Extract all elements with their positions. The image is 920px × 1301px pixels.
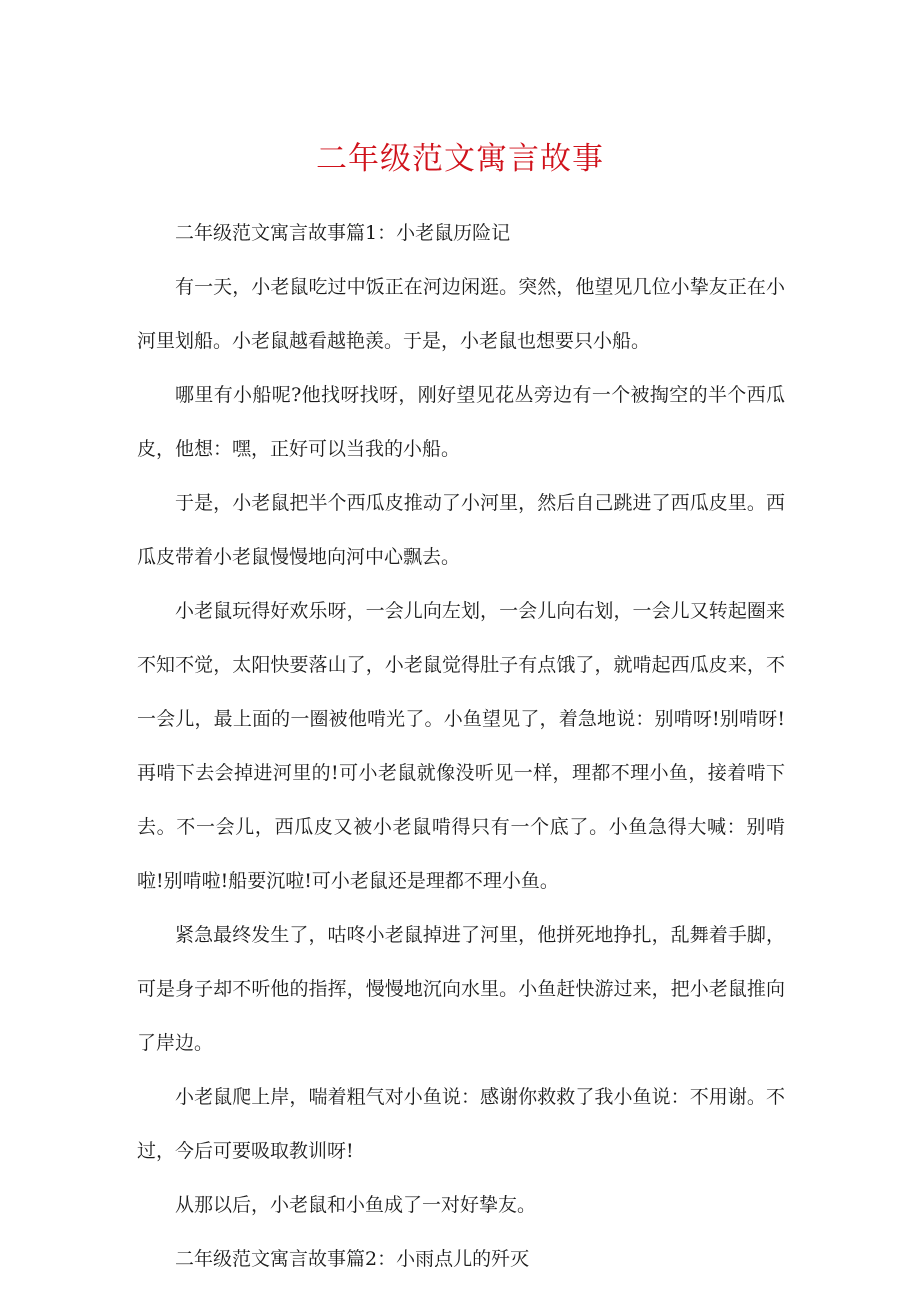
paragraph: 小老鼠爬上岸，喘着粗气对小鱼说：感谢你救救了我小鱼说：不用谢。不过，今后可要吸取教训呀! xyxy=(137,1086,785,1162)
paragraph: 从那以后，小老鼠和小鱼成了一对好挚友。 xyxy=(175,1194,537,1216)
section-heading-1: 二年级范文寓言故事篇1：小老鼠历险记 xyxy=(175,222,511,244)
paragraph: 小老鼠玩得好欢乐呀，一会儿向左划，一会儿向右划，一会儿又转起圈来不知不觉，太阳快要落山了，小老鼠觉得肚子有点饿了，就啃起西瓜皮来，不一会儿，最上面的一圈被他啃光了。小鱼望见了，着急地说：别啃呀!别啃呀!再啃下去会掉进河里的!可小老鼠就像没听见一样，理都不理小鱼，接着啃下去。不一会儿，西瓜皮又被小老鼠啃得只有一个底了。小鱼急得大喊：别啃啦!别啃啦!船要沉啦!可小老鼠还是理都不理小鱼。 xyxy=(137,600,785,892)
section-heading-2: 二年级范文寓言故事篇2：小雨点儿的歼灭 xyxy=(175,1248,530,1270)
paragraph: 紧急最终发生了，咕咚小老鼠掉进了河里，他拼死地挣扎，乱舞着手脚，可是身子却不听他的指挥，慢慢地沉向水里。小鱼赶快游过来，把小老鼠推向了岸边。 xyxy=(137,924,785,1054)
paragraph: 于是，小老鼠把半个西瓜皮推动了小河里，然后自己跳进了西瓜皮里。西瓜皮带着小老鼠慢慢地向河中心飘去。 xyxy=(137,492,785,568)
document-body xyxy=(137,206,785,1286)
paragraph: 有一天，小老鼠吃过中饭正在河边闲逛。突然，他望见几位小挚友正在小河里划船。小老鼠越看越艳羡。于是，小老鼠也想要只小船。 xyxy=(137,276,785,352)
paragraph: 哪里有小船呢?他找呀找呀，刚好望见花丛旁边有一个被掏空的半个西瓜皮，他想：嘿，正好可以当我的小船。 xyxy=(137,384,785,460)
document-title: 二年级范文寓言故事 xyxy=(316,141,604,177)
